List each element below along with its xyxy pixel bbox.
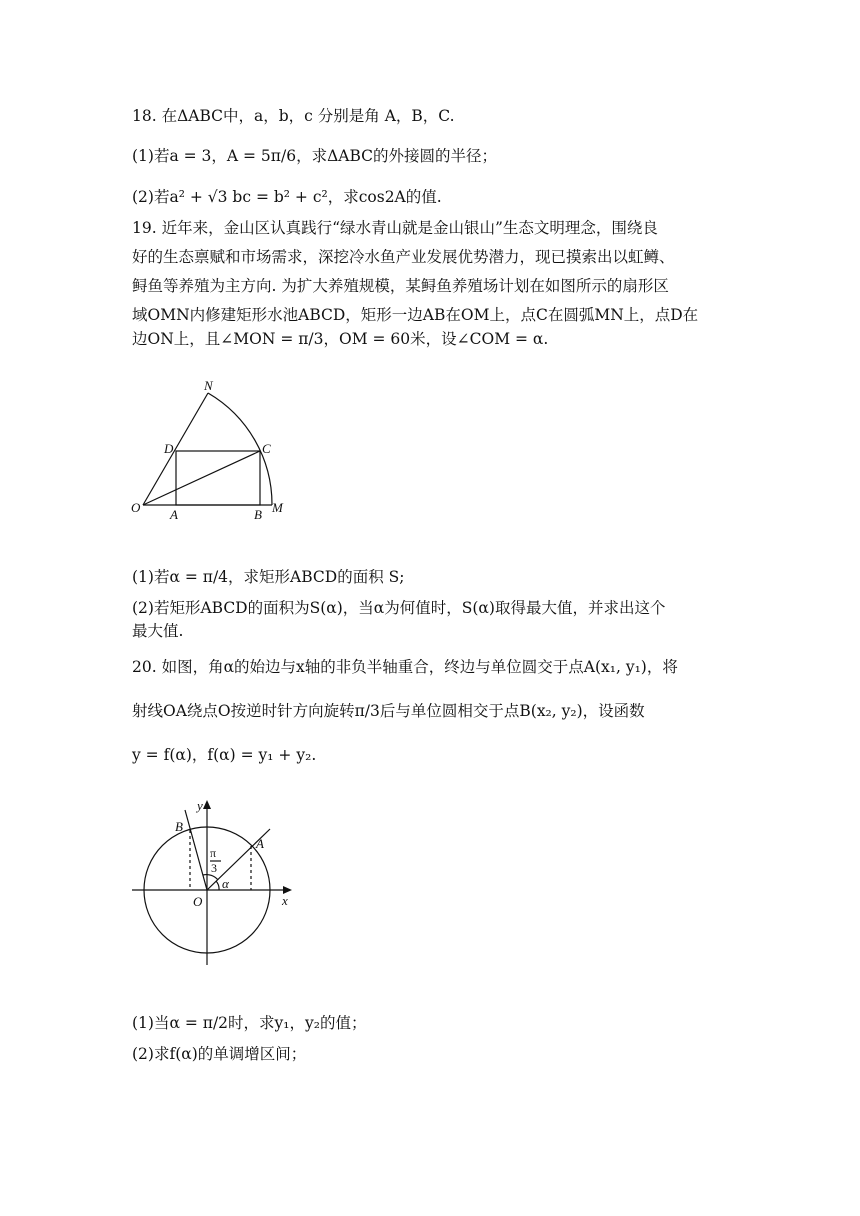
q19-line5: 边ON上，且∠MON = π/3，OM = 60米，设∠COM = α.	[132, 330, 549, 348]
q20-part1: (1)当α = π/2时，求y₁，y₂的值；	[132, 1014, 367, 1032]
q19-line1: 19. 近年来，金山区认真践行“绿水青山就是金山银山”生态文明理念，围绕良	[132, 219, 658, 237]
q18-title: 18. 在ΔABC中，a，b，c 分别是角 A，B，C.	[132, 107, 455, 125]
rectangle-abcd	[176, 451, 260, 505]
label-c: C	[262, 441, 271, 456]
angle-pi3-arc	[203, 875, 218, 880]
y-axis-arrow-icon	[203, 800, 211, 809]
segment-oc	[143, 451, 260, 505]
label-a: A	[256, 836, 264, 851]
q18-part1: (1)若a = 3，A = 5π/6，求ΔABC的外接圆的半径；	[132, 147, 497, 165]
q19-line2: 好的生态禀赋和市场需求，深挖冷水鱼产业发展优势潜力，现已摸索出以虹鳟、	[132, 248, 675, 266]
angle-alpha-arc	[216, 881, 219, 890]
label-three: 3	[211, 861, 217, 875]
q20-part2: (2)求f(α)的单调增区间；	[132, 1045, 307, 1063]
q19-part2-b: 最大值.	[132, 622, 184, 640]
ray-ob	[185, 810, 207, 890]
q20-line2: 射线OA绕点O按逆时针方向旋转π/3后与单位圆相交于点B(x₂, y₂)，设函数	[132, 702, 645, 720]
label-o: O	[193, 894, 203, 909]
q19-part1: (1)若α = π/4，求矩形ABCD的面积 S;	[132, 568, 405, 586]
q19-part2-a: (2)若矩形ABCD的面积为S(α)，当α为何值时，S(α)取得最大值，并求出这个	[132, 599, 666, 617]
q19-line4: 域OMN内修建矩形水池ABCD，矩形一边AB在OM上，点C在圆弧MN上，点D在	[132, 306, 699, 324]
label-b: B	[254, 507, 262, 522]
q20-line1: 20. 如图，角α的始边与x轴的非负半轴重合，终边与单位圆交于点A(x₁, y₁)，将	[132, 658, 678, 676]
sector-rectangle-figure	[125, 375, 305, 525]
label-d: D	[164, 441, 174, 456]
q20-line3: y = f(α)，f(α) = y₁ + y₂.	[132, 746, 317, 764]
label-o: O	[131, 500, 141, 515]
label-x: x	[282, 893, 288, 908]
label-b: B	[175, 819, 183, 834]
unit-circle-figure	[125, 795, 305, 970]
label-m: M	[272, 500, 283, 515]
label-y: y	[197, 798, 203, 813]
label-a: A	[170, 507, 178, 522]
q18-part2: (2)若a² + √3 bc = b² + c²，求cos2A的值.	[132, 188, 442, 206]
label-pi: π	[210, 846, 217, 860]
q19-line3: 鲟鱼等养殖为主方向. 为扩大养殖规模，某鲟鱼养殖场计划在如图所示的扇形区	[132, 277, 669, 295]
label-alpha: α	[222, 876, 229, 891]
label-n: N	[204, 378, 213, 393]
